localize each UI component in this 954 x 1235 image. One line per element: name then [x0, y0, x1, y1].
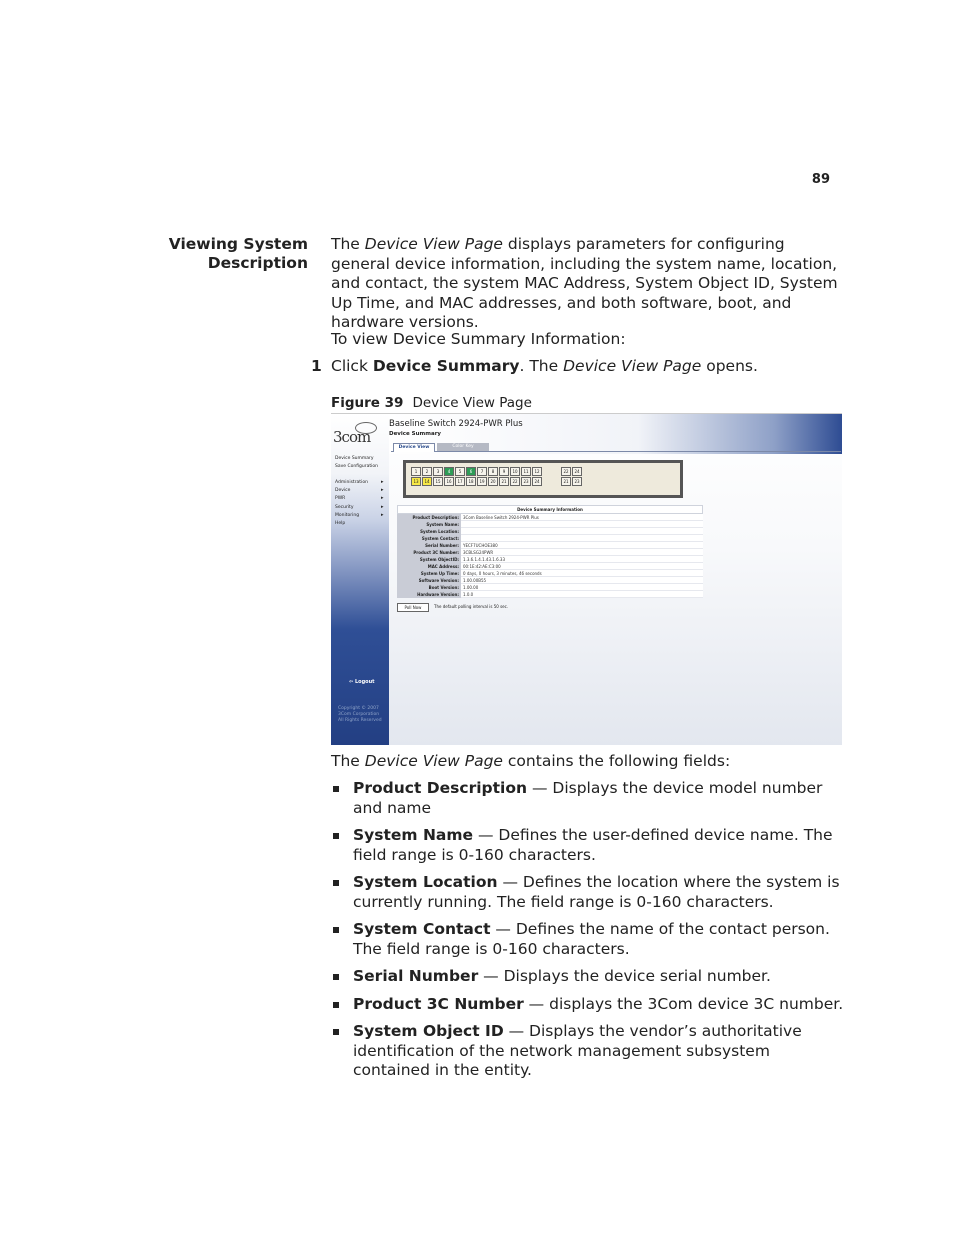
- logout-icon: ⇦: [349, 679, 354, 685]
- table-row: [397, 535, 703, 542]
- table-cell-label: System Location:: [397, 528, 461, 535]
- list-item: [331, 1022, 851, 1081]
- field-name: Serial Number: [353, 967, 479, 985]
- table-cell-value: 00:1E:42:AE:C3:00: [461, 563, 703, 570]
- nav-device[interactable]: Device: [335, 488, 351, 493]
- table-cell-label: MAC Address:: [397, 563, 461, 570]
- nav-security-arrow-icon: ▸: [381, 504, 384, 510]
- step-number: 1: [311, 357, 322, 375]
- section-title: [150, 235, 308, 273]
- contains-post: contains the following fields:: [502, 752, 731, 770]
- nav-pwr-arrow-icon: ▸: [381, 495, 384, 501]
- step-bold: Device Summary: [372, 357, 520, 375]
- table-row: [397, 584, 703, 591]
- bullet-icon: [333, 786, 339, 792]
- bullet-icon: [333, 1002, 339, 1008]
- fields-list: [331, 779, 851, 1089]
- port-23[interactable]: 23: [521, 477, 531, 486]
- table-cell-value: 1.3.6.1.4.1.43.1.6.33: [461, 556, 703, 563]
- table-cell-value: YECF7UCHOE380: [461, 542, 703, 549]
- port-19[interactable]: 19: [477, 477, 487, 486]
- step-em: Device View Page: [563, 357, 702, 375]
- nav-device-summary[interactable]: Device Summary: [335, 456, 374, 461]
- screenshot-title: Baseline Switch 2924-PWR Plus: [389, 419, 523, 429]
- 3com-logo: 3com: [333, 428, 371, 446]
- logout-link[interactable]: [349, 679, 375, 685]
- table-cell-value: 3Com Baseline Switch 2924-PWR Plus: [461, 514, 703, 521]
- table-row: [397, 556, 703, 563]
- bullet-icon: [333, 927, 339, 933]
- field-name: Product Description: [353, 779, 528, 797]
- section-title-line2: Description: [207, 254, 308, 272]
- field-description: — Displays the vendor’s authoritative identification of the network management subsystem contained in the entity.: [353, 1022, 802, 1079]
- table-row: [397, 528, 703, 535]
- field-name: System Name: [353, 826, 474, 844]
- bullet-icon: [333, 833, 339, 839]
- table-cell-label: System ObjectID:: [397, 556, 461, 563]
- port-16[interactable]: 16: [444, 477, 454, 486]
- port-20[interactable]: 20: [488, 477, 498, 486]
- port-3[interactable]: 3: [433, 467, 443, 476]
- intro-paragraph: [331, 235, 843, 333]
- port-11[interactable]: 11: [521, 467, 531, 476]
- list-item: [331, 873, 851, 912]
- table-row: [397, 521, 703, 528]
- list-item: [331, 967, 851, 987]
- table-cell-label: Serial Number:: [397, 542, 461, 549]
- port-21[interactable]: 21: [499, 477, 509, 486]
- port-22[interactable]: 22: [510, 477, 520, 486]
- table-cell-value: 1.0.0: [461, 591, 703, 598]
- poll-now-button[interactable]: Poll Now: [397, 603, 429, 612]
- port-1[interactable]: 1: [411, 467, 421, 476]
- nav-administration-arrow-icon: ▸: [381, 479, 384, 485]
- port-9[interactable]: 9: [499, 467, 509, 476]
- screenshot-copyright: Copyright © 2007 3Com Corporation All Rights Reserved: [338, 706, 382, 723]
- step-mid: . The: [519, 357, 564, 375]
- tab-device-view[interactable]: Device View: [393, 443, 435, 452]
- table-row: [397, 577, 703, 584]
- table-cell-label: Hardware Version:: [397, 591, 461, 598]
- intro-post: displays parameters for configuring general device information, including the system name, location, and contact, the system MAC Address, System Object ID, System Up Time, and MAC addresses, and both software, boot, and hardware versions.: [331, 235, 838, 331]
- port-5[interactable]: 5: [455, 467, 465, 476]
- port-24[interactable]: 24: [532, 477, 542, 486]
- port-6[interactable]: 6: [466, 467, 476, 476]
- bullet-icon: [333, 974, 339, 980]
- port-13[interactable]: 13: [411, 477, 421, 486]
- device-view-screenshot: [331, 413, 842, 745]
- nav-pwr[interactable]: PWR: [335, 496, 346, 501]
- intro-pre: The: [331, 235, 365, 253]
- table-cell-label: System Up Time:: [397, 570, 461, 577]
- contains-pre: The: [331, 752, 365, 770]
- list-item: [331, 826, 851, 865]
- poll-interval-text: The default polling interval is 50 sec.: [434, 604, 509, 609]
- nav-monitoring[interactable]: Monitoring: [335, 513, 360, 518]
- table-row: [397, 542, 703, 549]
- table-cell-label: Product Description:: [397, 514, 461, 521]
- port-2[interactable]: 2: [422, 467, 432, 476]
- port-22[interactable]: 22: [561, 467, 571, 476]
- list-item: [331, 779, 851, 818]
- table-cell-label: Boot Version:: [397, 584, 461, 591]
- table-row: [397, 563, 703, 570]
- field-name: System Object ID: [353, 1022, 504, 1040]
- port-17[interactable]: 17: [455, 477, 465, 486]
- port-24[interactable]: 24: [572, 467, 582, 476]
- contains-text: [331, 752, 843, 772]
- figure-label: Figure 39: [331, 395, 404, 411]
- table-row: [397, 591, 703, 598]
- bullet-icon: [333, 880, 339, 886]
- table-cell-value: [461, 521, 703, 528]
- table-row: [397, 514, 703, 521]
- to-view-text: To view Device Summary Information:: [331, 330, 626, 348]
- device-summary-table: [397, 505, 703, 598]
- field-description: — Displays the device serial number.: [478, 967, 771, 985]
- port-23[interactable]: 23: [572, 477, 582, 486]
- nav-device-arrow-icon: ▸: [381, 487, 384, 493]
- logout-label: Logout: [354, 679, 375, 685]
- list-item: [331, 920, 851, 959]
- port-12[interactable]: 12: [532, 467, 542, 476]
- figure-caption: [331, 395, 532, 411]
- intro-em: Device View Page: [364, 235, 503, 253]
- field-description: — displays the 3Com device 3C number.: [523, 994, 844, 1013]
- field-name: Product 3C Number: [353, 994, 524, 1013]
- table-cell-value: [461, 528, 703, 535]
- table-cell-value: 3CBLSG24PWR: [461, 549, 703, 556]
- port-4[interactable]: 4: [444, 467, 454, 476]
- table-cell-label: System Name:: [397, 521, 461, 528]
- nav-security[interactable]: Security: [335, 505, 354, 510]
- figure-caption-text: Device View Page: [412, 395, 532, 411]
- page-number: 89: [811, 172, 830, 187]
- table-cell-value: 1.00.00B55: [461, 577, 703, 584]
- port-21[interactable]: 21: [561, 477, 571, 486]
- field-name: System Location: [353, 873, 498, 891]
- table-title: Device Summary Information: [397, 505, 703, 514]
- nav-administration[interactable]: Administration: [335, 480, 368, 485]
- table-cell-label: System Contact:: [397, 535, 461, 542]
- port-7[interactable]: 7: [477, 467, 487, 476]
- list-item: [331, 995, 851, 1015]
- port-14[interactable]: 14: [422, 477, 432, 486]
- table-cell-value: 1.00.00: [461, 584, 703, 591]
- field-description: — Displays the device model number and name: [353, 779, 823, 817]
- section-title-line1: Viewing System: [168, 235, 308, 253]
- field-description: — Defines the user-defined device name. The field range is 0-160 characters.: [353, 826, 833, 864]
- step-pre: Click: [331, 357, 373, 375]
- nav-save-configuration[interactable]: Save Configuration: [335, 464, 378, 469]
- table-row: [397, 570, 703, 577]
- port-15[interactable]: 15: [433, 477, 443, 486]
- nav-help[interactable]: Help: [335, 521, 346, 526]
- table-rows: [397, 514, 703, 598]
- nav-monitoring-arrow-icon: ▸: [381, 512, 384, 518]
- step-text: [331, 357, 843, 377]
- table-row: [397, 549, 703, 556]
- port-10[interactable]: 10: [510, 467, 520, 476]
- bullet-icon: [333, 1029, 339, 1035]
- table-cell-value: [461, 535, 703, 542]
- table-cell-label: Software Version:: [397, 577, 461, 584]
- table-cell-value: 0 days, 0 hours, 3 minutes, 46 seconds: [461, 570, 703, 577]
- step-post: opens.: [701, 357, 758, 375]
- port-8[interactable]: 8: [488, 467, 498, 476]
- port-18[interactable]: 18: [466, 477, 476, 486]
- tab-color-key[interactable]: Color Key: [437, 443, 489, 451]
- field-description: — Defines the location where the system is currently running. The field range is 0-160 characters.: [353, 873, 840, 911]
- field-name: System Contact: [353, 920, 491, 938]
- field-description: — Defines the name of the contact person. The field range is 0-160 characters.: [353, 920, 830, 958]
- screenshot-subtitle: Device Summary: [389, 431, 442, 437]
- table-cell-label: Product 3C Number:: [397, 549, 461, 556]
- contains-em: Device View Page: [364, 752, 503, 770]
